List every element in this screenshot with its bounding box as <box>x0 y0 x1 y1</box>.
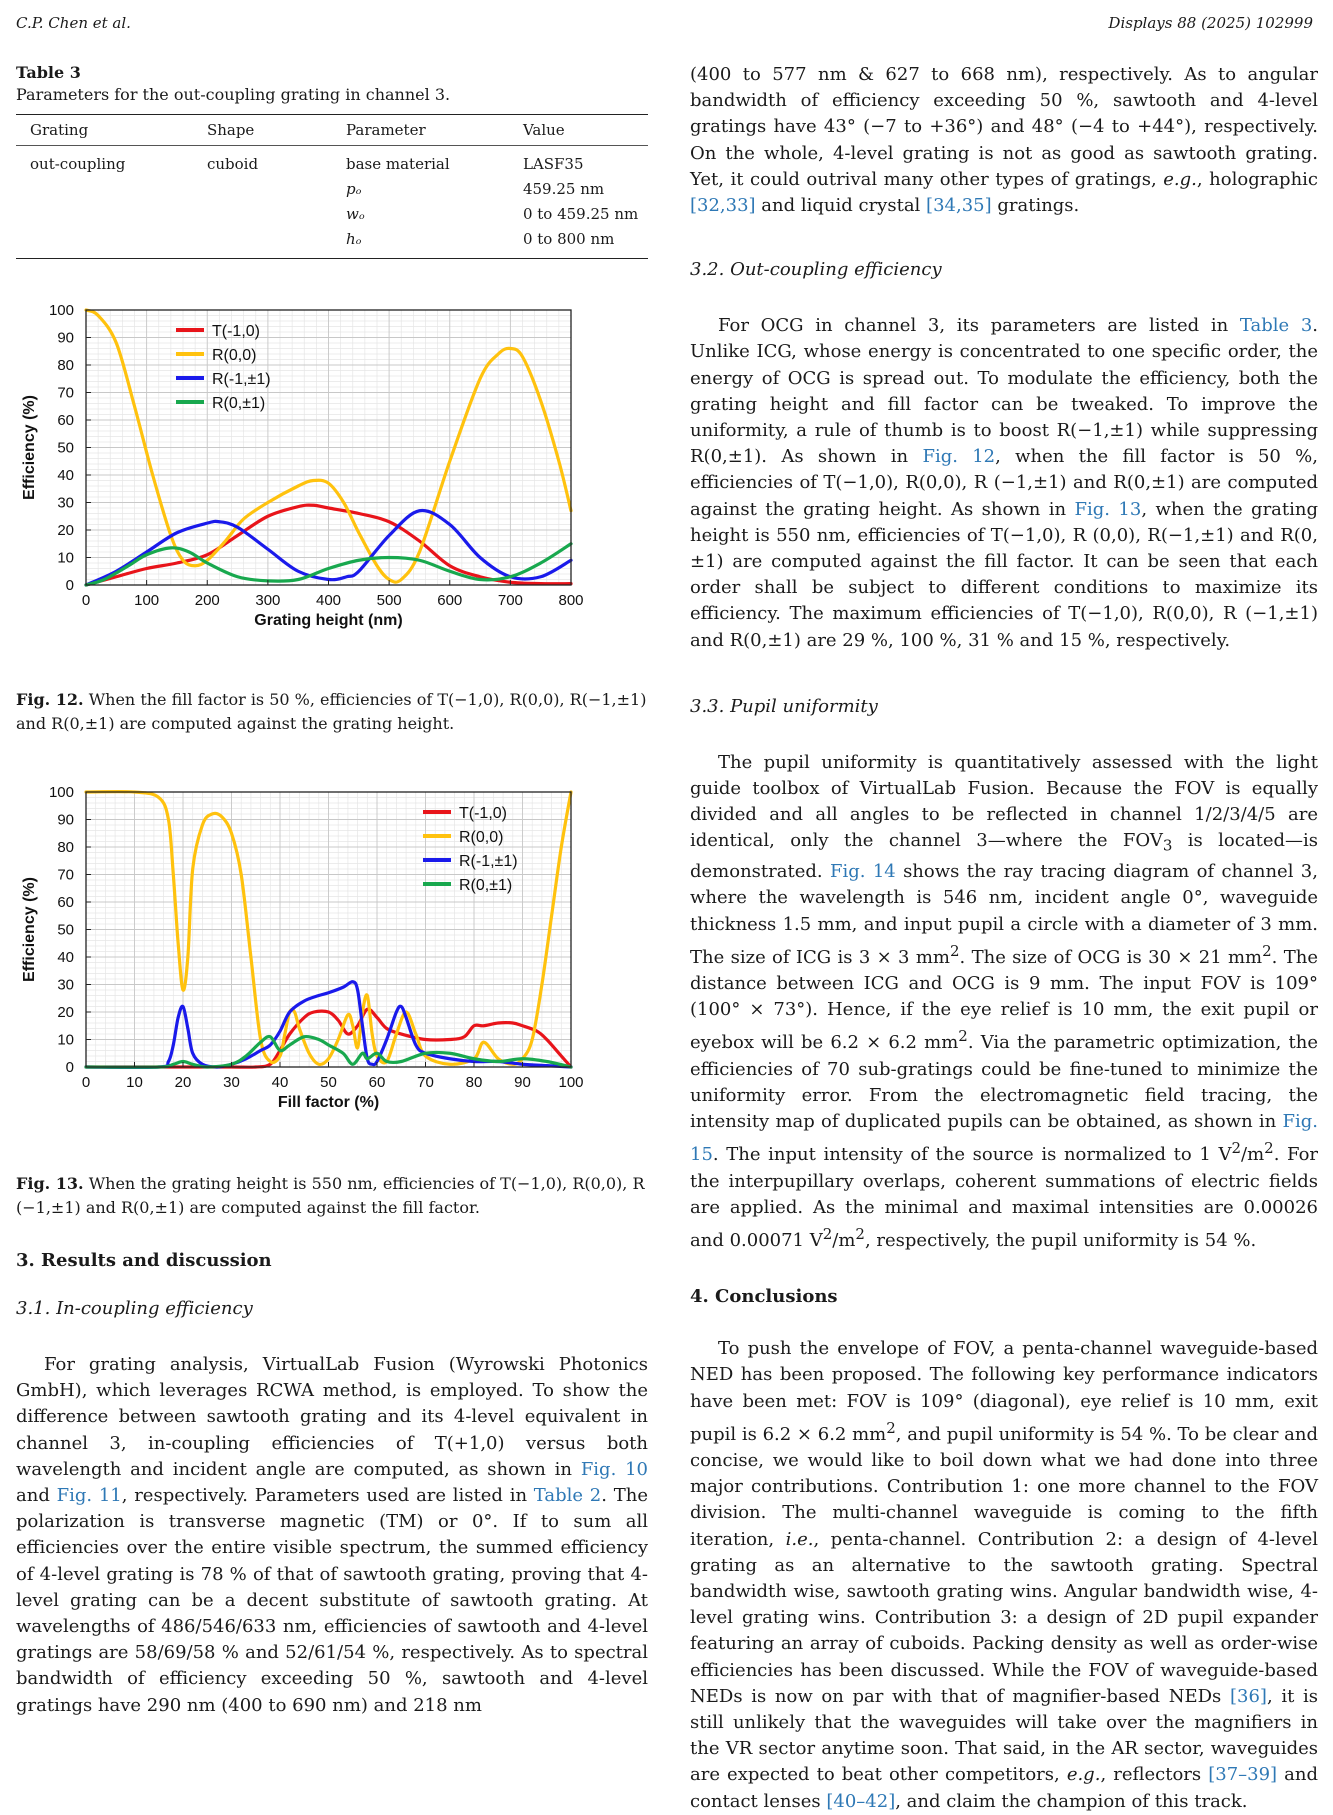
legend-entry: R(0,±1) <box>459 877 513 894</box>
table-row <box>16 227 648 259</box>
legend-entry: R(0,0) <box>459 829 504 846</box>
y-tick-label: 40 <box>57 467 74 484</box>
y-tick-label: 0 <box>65 1059 74 1076</box>
table-caption: Parameters for the out-coupling grating in channel 3. <box>16 85 451 104</box>
x-tick-label: 300 <box>255 592 281 609</box>
x-tick-label: 40 <box>271 1074 289 1091</box>
figure-link[interactable]: Fig. 14 <box>829 861 896 883</box>
y-tick-label: 70 <box>57 866 74 884</box>
section-heading: 3. Results and discussion <box>16 1250 272 1271</box>
y-tick-label: 10 <box>57 549 74 567</box>
x-tick-label: 50 <box>320 1074 337 1091</box>
y-tick-label: 80 <box>57 839 74 856</box>
y-tick-label: 90 <box>57 811 74 829</box>
y-tick-label: 90 <box>57 329 74 347</box>
table-header-row <box>16 115 648 146</box>
figure-link[interactable]: Fig. 15 <box>690 1111 1318 1166</box>
chart-efficiency-vs-grating-height <box>16 296 648 676</box>
paragraph-conclusions: To push the envelope of FOV, a penta-channel waveguide-based NED has been proposed. The following key performance indicators have been met: FOV is 109° (diagonal), eye relief is 10 mm, exit pupil is 6.2 × 6.2 $mm^2$, and pupil uniformity is 54 %. To be clear and concise, we would like to boil down what we had done into three major contributions. Contribution 1: one more channel to the FOV division. The multi-channel waveguide is coming to the fifth iteration, i.e., penta-channel. Contribution 2: a design of 4-level grating as an alternative to the sawtooth grating. Spectral bandwidth wise, sawtooth grating wins. Angular bandwidth wise, 4-level grating wins. Contribution 3: a design of 2D pupil expander featuring an array of cuboids. Packing density as well as order-wise efficiencies has been discussed. While the FOV of waveguide-based NEDs is now on par with that of magnifier-based NEDs [36], it is still unlikely that the waveguides will take over the magnifiers in the VR sector anytime soon. That said, in the AR sector, waveguides are expected to beat other competitors, e.g., reflectors [37–39] and contact lenses [40–42], and claim the champion of this track. <box>690 1338 1319 1812</box>
table-cell-parameter: pₒ <box>345 180 362 198</box>
table-cell-value: 0 to 459.25 nm <box>522 205 639 223</box>
running-header-authors: C.P. Chen et al. <box>16 14 131 32</box>
table-link[interactable]: Table 3 <box>1239 315 1313 337</box>
section-heading: 4. Conclusions <box>690 1286 838 1308</box>
y-tick-label: 20 <box>57 522 74 539</box>
x-tick-label: 20 <box>174 1074 192 1091</box>
y-tick-label: 60 <box>57 412 74 429</box>
citation-link[interactable]: [32,33] <box>690 195 756 217</box>
x-tick-label: 60 <box>368 1074 386 1091</box>
x-tick-label: 100 <box>134 592 160 609</box>
x-tick-label: 80 <box>465 1074 483 1091</box>
x-tick-label: 400 <box>315 592 342 609</box>
table-cell-value: 459.25 nm <box>522 180 605 198</box>
x-tick-label: 100 <box>558 1074 584 1091</box>
y-tick-label: 100 <box>48 784 74 801</box>
x-tick-label: 700 <box>497 592 523 609</box>
table-cell-shape: cuboid <box>206 155 259 173</box>
figure-12-caption-text: When the fill factor is 50 %, efficiencies of T(−1,0), R(0,0), R(−1,±1) and R(0,±1) are computed against the grating height. <box>16 690 647 733</box>
y-axis-label: Efficiency (%) <box>21 395 38 500</box>
legend-entry: R(-1,±1) <box>212 371 271 388</box>
y-tick-label: 50 <box>57 921 74 939</box>
table-row <box>16 177 648 202</box>
table-row <box>16 202 648 227</box>
citation-link[interactable]: [34,35] <box>926 195 992 217</box>
legend-entry: R(-1,±1) <box>459 853 518 870</box>
x-tick-label: 90 <box>514 1074 531 1091</box>
figure-12-label: Fig. 12. <box>16 690 84 709</box>
paragraph-pupil-uniformity: The pupil uniformity is quantitatively assessed with the light guide toolbox of VirtualLab Fusion. Because the FOV is equally divided and all angles to be reflected in channel 1/2/3/4/5 are identical, only the channel 3—where the $FOV_3$ is located—is demonstrated. Fig. 14 shows the ray tracing diagram of channel 3, where the wavelength is 546 nm, incident angle 0°, waveguide thickness 1.5 mm, and input pupil a circle with a diameter of 3 mm. The size of ICG is 3 × 3 $mm^2$. The size of OCG is 30 × 21 $mm^2$. The distance between ICG and OCG is 9 mm. The input FOV is 109° (100° × 73°). Hence, if the eye relief is 10 mm, the exit pupil or eyebox will be 6.2 × 6.2 $mm^2$. Via the parametric optimization, the efficiencies of 70 sub-gratings could be fine-tuned to minimize the uniformity error. From the electromagnetic field tracing, the intensity map of duplicated pupils can be obtained, as shown in Fig. 15. The input intensity of the source is normalized to 1 $V^2/m^2$. For the interpupillary overlaps, coherent summations of electric fields are applied. As the minimal and maximal intensities are 0.00026 and 0.00071 $V^2/m^2$, respectively, the pupil uniformity is 54 %. <box>690 751 1319 1251</box>
x-axis-label: Grating height (nm) <box>254 612 403 629</box>
y-tick-label: 40 <box>57 949 74 966</box>
y-tick-label: 100 <box>48 302 74 319</box>
table-cell-parameter: hₒ <box>345 230 362 248</box>
figure-13 <box>16 778 648 1158</box>
paragraph-out-coupling: For OCG in channel 3, its parameters are listed in Table 3. Unlike ICG, whose energy is concentrated to one specific order, the energy of OCG is spread out. To modulate the efficiency, both the grating height and fill factor can be tweaked. To improve the uniformity, a rule of thumb is to boost R(−1,±1) while suppressing R(0,±1). As shown in Fig. 12, when the fill factor is 50 %, efficiencies of T(−1,0), R(0,0), R (−1,±1) and R(0,±1) are computed against the grating height. As shown in Fig. 13, when the grating height is 550 nm, efficiencies of T(−1,0), R (0,0), R(−1,±1) and R(0,±1) are computed against the fill factor. It can be seen that each order shall be subject to different conditions to maximize its efficiency. The maximum efficiencies of T(−1,0), R(0,0), R (−1,±1) and R(0,±1) are 29 %, 100 %, 31 % and 15 %, respectively. <box>690 315 1319 651</box>
table-header-parameter: Parameter <box>345 121 426 139</box>
figure-link[interactable]: Fig. 10 <box>580 1458 648 1480</box>
table-header-shape: Shape <box>206 121 255 139</box>
chart-efficiency-vs-fill-factor <box>16 778 648 1158</box>
y-tick-label: 10 <box>57 1031 74 1049</box>
x-axis-label: Fill factor (%) <box>277 1094 380 1111</box>
figure-link[interactable]: Fig. 12 <box>922 446 996 468</box>
table-row <box>16 146 648 178</box>
running-header-journal: Displays 88 (2025) 102999 <box>1108 14 1313 32</box>
y-tick-label: 50 <box>57 439 74 457</box>
figure-link[interactable]: Fig. 11 <box>56 1485 122 1507</box>
y-tick-label: 30 <box>57 976 74 994</box>
citation-link[interactable]: [40–42] <box>826 1790 896 1812</box>
subsection-heading: 3.2. Out-coupling efficiency <box>690 259 942 281</box>
x-tick-label: 200 <box>194 592 220 609</box>
x-tick-label: 500 <box>376 592 402 609</box>
legend-entry: R(0,±1) <box>212 395 266 412</box>
x-tick-label: 800 <box>558 592 584 609</box>
y-axis-label: Efficiency (%) <box>21 877 38 982</box>
x-tick-label: 0 <box>81 592 91 609</box>
table-cell-value: 0 to 800 nm <box>522 230 615 248</box>
x-tick-label: 600 <box>437 592 463 609</box>
x-tick-label: 30 <box>223 1074 240 1091</box>
right-column <box>690 62 1318 1815</box>
legend-entry: T(-1,0) <box>459 805 507 822</box>
x-tick-label: 10 <box>126 1074 143 1091</box>
table-cell-parameter: base material <box>345 155 450 173</box>
x-tick-label: 70 <box>417 1074 434 1091</box>
y-tick-label: 0 <box>65 577 74 594</box>
citation-link[interactable]: [36] <box>1229 1685 1267 1707</box>
figure-13-label: Fig. 13. <box>16 1174 84 1193</box>
paragraph-in-coupling: For grating analysis, VirtualLab Fusion (Wyrowski Photonics GmbH), which leverages RCWA method, is employed. To show the difference between sawtooth grating and its 4-level equivalent in channel 3, in-coupling efficiencies of T(+1,0) versus both wavelength and incident angle are computed, as shown in Fig. 10 and Fig. 11, respectively. Parameters used are listed in Table 2. The polarization is transverse magnetic (TM) or 0°. If to sum all efficiencies over the entire visible spectrum, the summed efficiency of 4-level grating is 78 % of that of sawtooth grating, proving that 4-level grating can be a decent substitute of sawtooth grating. At wavelengths of 486/546/633 nm, efficiencies of sawtooth and 4-level gratings are 58/69/58 % and 52/61/54 %, respectively. As to spectral bandwidth of efficiency exceeding 50 %, sawtooth and 4-level gratings have 290 nm (400 to 690 nm) and 218 nm <box>16 1354 648 1716</box>
table-cell-parameter: wₒ <box>345 205 365 223</box>
y-tick-label: 20 <box>57 1004 74 1021</box>
subsection-heading: 3.3. Pupil uniformity <box>690 695 878 717</box>
table-cell-value: LASF35 <box>522 155 584 173</box>
parameters-table <box>16 114 648 259</box>
table-cell-grating: out-coupling <box>30 155 126 173</box>
subsection-heading: 3.1. In-coupling efficiency <box>16 1298 253 1319</box>
figure-12-caption <box>16 688 648 736</box>
figure-13-caption <box>16 1172 648 1220</box>
figure-12 <box>16 296 648 676</box>
figure-link[interactable]: Fig. 13 <box>1074 498 1142 520</box>
y-tick-label: 60 <box>57 894 74 911</box>
y-tick-label: 70 <box>57 384 74 402</box>
citation-link[interactable]: [37–39] <box>1208 1764 1278 1786</box>
table-header-grating: Grating <box>30 121 89 139</box>
table-header-value: Value <box>522 121 565 139</box>
legend-entry: T(-1,0) <box>212 323 260 340</box>
legend-entry: R(0,0) <box>212 347 257 364</box>
y-tick-label: 80 <box>57 357 74 374</box>
table-label: Table 3 <box>16 63 81 82</box>
paragraph-in-coupling-continued: (400 to 577 nm & 627 to 668 nm), respectively. As to angular bandwidth of efficiency exceeding 50 %, sawtooth and 4-level gratings have 43° (−7 to +36°) and 48° (−4 to +44°), respectively. On the whole, 4-level grating is not as good as sawtooth grating. Yet, it could outrival many other types of gratings, e.g., holographic [32,33] and liquid crystal [34,35] gratings. <box>690 64 1319 217</box>
table-link[interactable]: Table 2 <box>533 1485 602 1507</box>
section-3 <box>16 1248 648 1719</box>
x-tick-label: 0 <box>81 1074 91 1091</box>
figure-13-caption-text: When the grating height is 550 nm, efficiencies of T(−1,0), R(0,0), R (−1,±1) and R(0,±1) are computed against the fill factor. <box>16 1174 645 1217</box>
left-column <box>16 62 648 259</box>
y-tick-label: 30 <box>57 494 74 512</box>
